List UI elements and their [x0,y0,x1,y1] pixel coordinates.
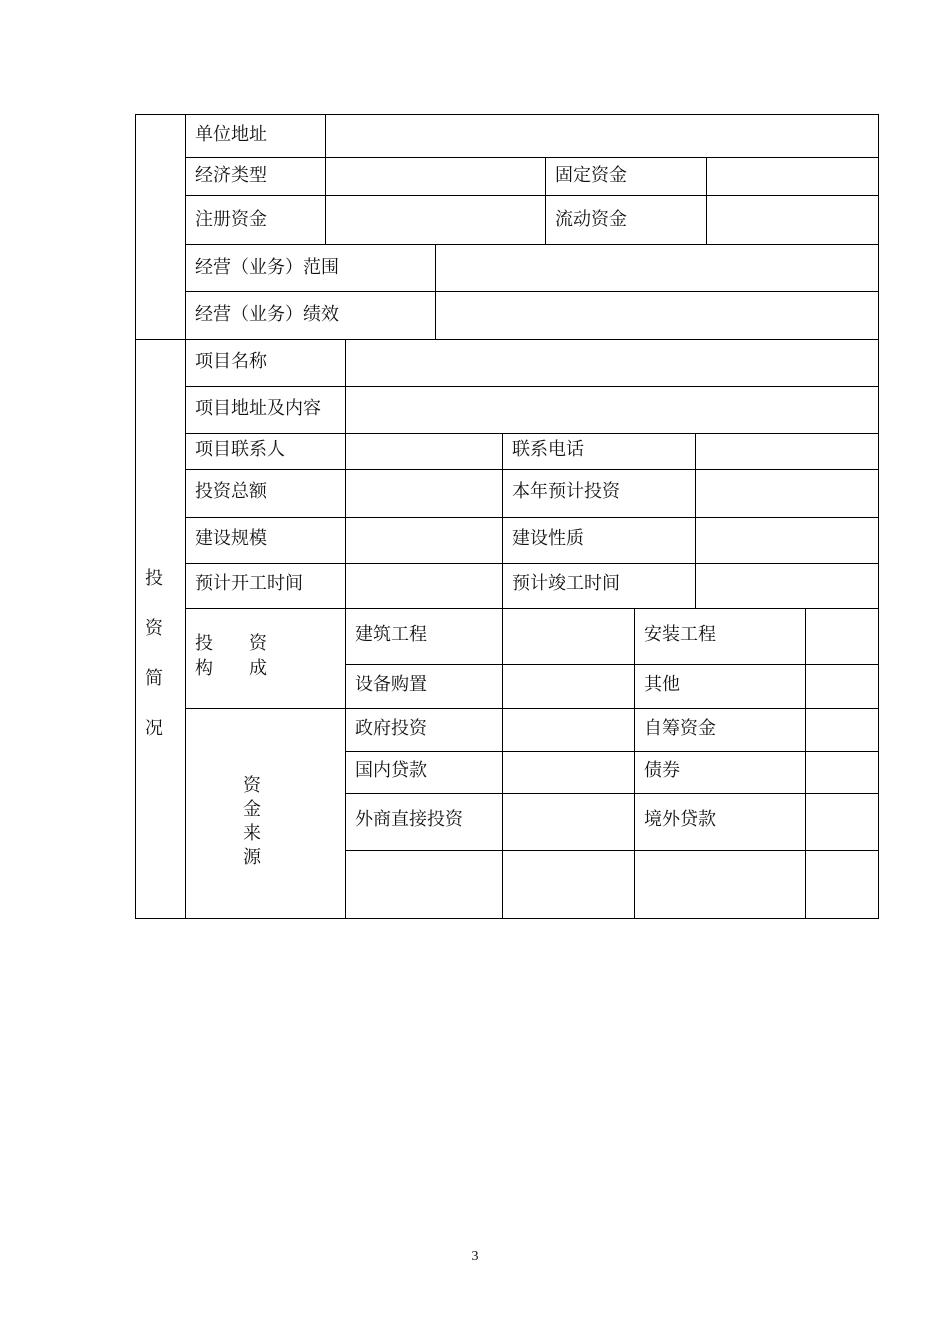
col-line [545,157,546,244]
section-char: 资 [145,618,163,639]
col-line [695,433,696,608]
section-char: 简 [145,668,163,689]
section-char: 投 [145,568,163,589]
col-line [435,244,436,339]
section-char: 况 [145,718,163,739]
economic-type-label: 经济类型 [195,165,267,186]
row-line [185,291,879,292]
col-line [502,608,503,918]
col-line [325,114,326,244]
col-line [706,157,707,244]
row-line [185,195,879,196]
row-line [345,793,879,794]
row-line [345,664,879,665]
row-line [185,244,879,245]
business-performance-label: 经营（业务）绩效 [195,304,339,325]
source-char: 来 [243,823,261,844]
row-line [185,469,879,470]
source-char: 资 [243,775,261,796]
finish-time-label: 预计竣工时间 [512,573,620,594]
address-label: 单位地址 [195,124,267,145]
investment-section-label [142,568,166,740]
row-line [185,563,879,564]
nature-label: 建设性质 [512,528,584,549]
project-address-label: 项目地址及内容 [195,398,321,419]
bond-label: 债券 [644,760,680,781]
annual-plan-label: 本年预计投资 [512,481,620,502]
gov-investment-label: 政府投资 [355,718,427,739]
equipment-label: 设备购置 [355,674,427,695]
structure-label-line2: 构 成 [195,658,267,679]
section-line [135,339,879,340]
row-line [185,608,879,609]
row-line [345,751,879,752]
source-char: 源 [243,847,261,868]
phone-label: 联系电话 [512,439,584,460]
scale-label: 建设规模 [195,528,267,549]
structure-label-line1: 投 资 [195,633,267,654]
self-raised-label: 自筹资金 [644,718,716,739]
construction-label: 建筑工程 [355,624,427,645]
row-line [345,850,879,851]
business-scope-label: 经营（业务）范围 [195,257,339,278]
col-line [345,339,346,918]
row-line [185,386,879,387]
col-line [805,608,806,918]
fixed-capital-label: 固定资金 [555,165,627,186]
col-line [634,608,635,918]
total-investment-label: 投资总额 [195,481,267,502]
registered-capital-label: 注册资金 [195,209,267,230]
row-line [185,433,879,434]
table-bottom-border [135,918,879,919]
project-name-label: 项目名称 [195,351,267,372]
row-line [185,157,879,158]
installation-label: 安装工程 [644,624,716,645]
table-left-border [135,114,136,919]
source-char: 金 [243,799,261,820]
foreign-loan-label: 境外贷款 [644,809,716,830]
page-number: 3 [471,1249,479,1264]
row-line [185,708,879,709]
other-label: 其他 [644,674,680,695]
start-time-label: 预计开工时间 [195,573,303,594]
domestic-loan-label: 国内贷款 [355,760,427,781]
table-top-border [135,114,879,115]
working-capital-label: 流动资金 [555,209,627,230]
fund-source-label [240,775,264,869]
col-line [502,433,503,608]
foreign-direct-label: 外商直接投资 [355,809,463,830]
row-line [185,517,879,518]
contact-label: 项目联系人 [195,439,285,460]
